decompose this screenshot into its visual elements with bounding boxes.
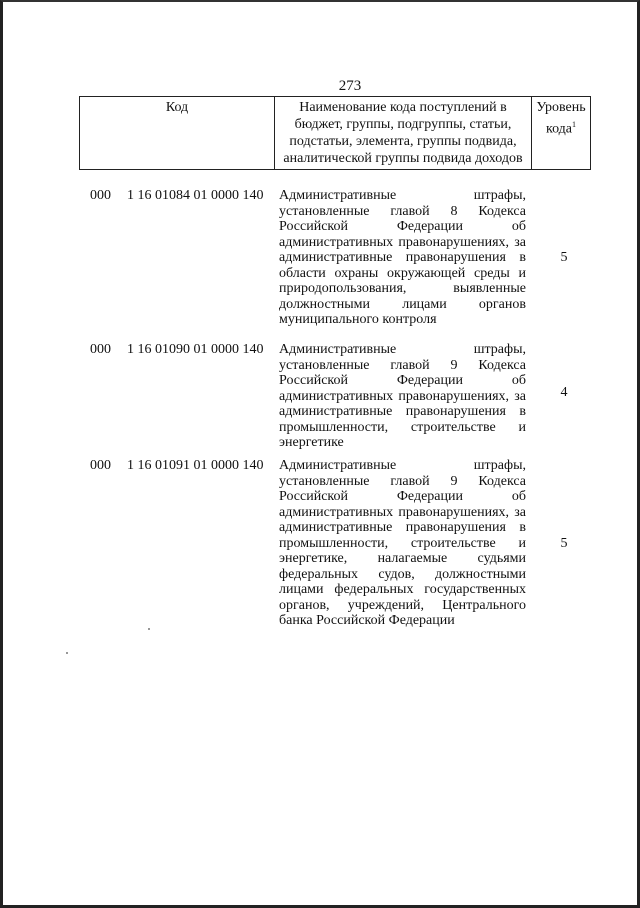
- description-line: установленные главой 9 Кодекса: [279, 473, 526, 489]
- budget-code: 1 16 01091 01 0000 140: [127, 458, 264, 473]
- description-line: Российской Федерации об: [279, 373, 526, 388]
- description-line: лицами федеральных государственных: [279, 582, 526, 597]
- description-line: области охраны окружающей среды и: [279, 265, 526, 281]
- page-number: 273: [338, 78, 362, 94]
- header-name: [275, 97, 532, 170]
- description-line: банка Российской Федерации: [279, 613, 455, 628]
- scan-speck: [66, 652, 68, 654]
- description-line: Административные штрафы,: [279, 342, 526, 357]
- description-line: административных правонарушениях, за: [279, 504, 526, 520]
- admin-code: 000: [90, 458, 111, 473]
- income-description: [279, 342, 526, 451]
- header-level-label: Уровень кода: [536, 100, 586, 137]
- budget-code: 1 16 01090 01 0000 140: [127, 342, 264, 357]
- description-line: энергетике, налагаемые судьями: [279, 551, 526, 566]
- header-level: [532, 97, 591, 170]
- description-line: промышленности, строительстве и: [279, 419, 526, 435]
- header-name-label: Наименование кода поступлений в бюджет, группы, подгруппы, статьи, подстатьи, элемента, группы подвида, аналитической группы подвида доходов: [283, 100, 523, 166]
- description-line: Российской Федерации об: [279, 219, 526, 234]
- description-line: органов, учреждений, Центрального: [279, 597, 526, 613]
- description-line: административные правонарушения в: [279, 520, 526, 535]
- footnote-marker: 1: [572, 120, 577, 129]
- description-line: федеральных судов, должностными: [279, 566, 526, 582]
- budget-code: 1 16 01084 01 0000 140: [127, 188, 264, 203]
- code-level: 5: [560, 536, 568, 551]
- description-line: установленные главой 9 Кодекса: [279, 357, 526, 373]
- income-description: [279, 188, 526, 328]
- code-level: 4: [560, 385, 568, 400]
- description-line: муниципального контроля: [279, 312, 437, 327]
- description-line: промышленности, строительстве и: [279, 535, 526, 551]
- admin-code: 000: [90, 342, 111, 357]
- description-line: энергетике: [279, 435, 344, 450]
- income-description: [279, 458, 526, 629]
- scan-speck: [148, 628, 150, 630]
- description-line: административных правонарушениях, за: [279, 234, 526, 250]
- description-line: природопользования, выявленные: [279, 281, 526, 296]
- description-line: административных правонарушениях, за: [279, 388, 526, 404]
- header-code-label: Код: [165, 100, 189, 115]
- description-line: административные правонарушения в: [279, 404, 526, 419]
- description-line: Административные штрафы,: [279, 458, 526, 473]
- description-line: должностными лицами органов: [279, 296, 526, 312]
- admin-code: 000: [90, 188, 111, 203]
- description-line: установленные главой 8 Кодекса: [279, 203, 526, 219]
- description-line: Административные штрафы,: [279, 188, 526, 203]
- description-line: Российской Федерации об: [279, 489, 526, 504]
- header-table: [79, 96, 591, 170]
- code-level: 5: [560, 250, 568, 265]
- description-line: административные правонарушения в: [279, 250, 526, 265]
- header-code: [80, 97, 275, 170]
